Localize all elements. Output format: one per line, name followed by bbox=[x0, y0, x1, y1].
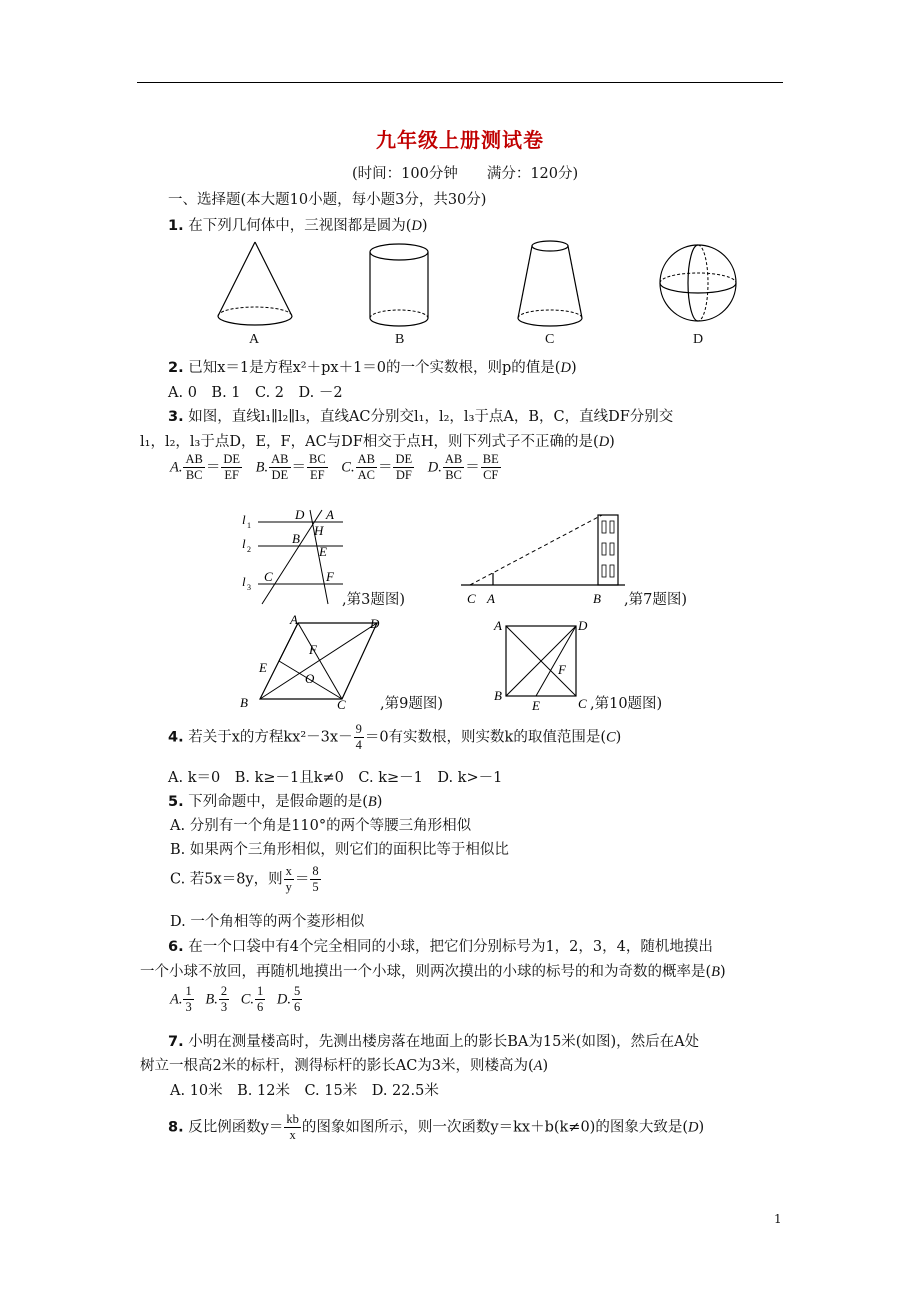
question-4 bbox=[168, 722, 621, 753]
question-text: ＝0有实数根，则实数k的取值范围是( bbox=[364, 729, 606, 746]
fraction bbox=[269, 452, 290, 483]
fraction bbox=[255, 984, 265, 1015]
answer: D bbox=[560, 360, 571, 376]
numerator: BC bbox=[309, 452, 326, 466]
point-c: C bbox=[578, 696, 587, 711]
question-6 bbox=[168, 935, 713, 956]
equals: ＝ bbox=[465, 459, 480, 476]
paren-close: ) bbox=[542, 1058, 549, 1074]
denominator: BC bbox=[185, 468, 203, 482]
option-d bbox=[428, 452, 502, 483]
question-number: 3. bbox=[168, 409, 184, 425]
point-e: E bbox=[532, 698, 540, 713]
paren-close: ) bbox=[615, 729, 622, 746]
question-number: 1. bbox=[168, 218, 184, 234]
point-b: B bbox=[494, 688, 502, 703]
paren-close: ) bbox=[720, 964, 726, 980]
option-letter: B. bbox=[255, 459, 269, 476]
point-f: F bbox=[326, 569, 334, 584]
question-text: 树立一根高2米的标杆，测得标杆的影长AC为3米，则楼高为( bbox=[140, 1058, 534, 1074]
question-text: 在下列几何体中，三视图都是圆为( bbox=[188, 218, 412, 234]
point-c: C bbox=[467, 591, 476, 606]
question-number: 6. bbox=[168, 939, 184, 955]
fraction bbox=[354, 722, 364, 753]
question-text: 下列命题中，是假命题的是( bbox=[188, 794, 368, 810]
fraction bbox=[284, 1112, 301, 1143]
point-d: D bbox=[370, 616, 380, 631]
fraction bbox=[307, 452, 328, 483]
equals: ＝ bbox=[377, 459, 393, 476]
point-a: A bbox=[290, 612, 298, 627]
numerator: 1 bbox=[185, 984, 192, 998]
question-8 bbox=[168, 1112, 704, 1143]
caption-q10: ,第10题图) bbox=[590, 696, 663, 712]
paren-close: ) bbox=[570, 360, 577, 376]
question-3 bbox=[168, 405, 673, 426]
option-letter: C. bbox=[341, 459, 355, 476]
numerator: 1 bbox=[256, 984, 264, 998]
question-number: 8. bbox=[168, 1119, 184, 1136]
answer: D bbox=[598, 434, 610, 450]
question-text: 如图，直线l₁∥l₂∥l₃，直线AC分别交l₁，l₂，l₃于点A，B，C，直线DF分别交 bbox=[188, 409, 674, 425]
denominator: 6 bbox=[293, 1000, 301, 1014]
header-rule bbox=[137, 82, 783, 83]
denominator: 6 bbox=[256, 1000, 264, 1014]
option-d bbox=[277, 984, 303, 1015]
option-b bbox=[205, 984, 230, 1015]
numerator: DE bbox=[395, 452, 413, 466]
fraction bbox=[443, 452, 464, 483]
option-text: C. 若5x＝8y，则 bbox=[170, 871, 283, 888]
option-letter: C. bbox=[240, 991, 254, 1008]
denominator: 4 bbox=[355, 738, 362, 752]
point-b: B bbox=[292, 531, 300, 546]
question-5-option-d: D. 一个角相等的两个菱形相似 bbox=[170, 914, 365, 930]
question-3-line2 bbox=[140, 430, 615, 451]
solid-label-c: C bbox=[545, 332, 555, 347]
point-e: E bbox=[319, 544, 327, 559]
question-7-line2 bbox=[140, 1054, 548, 1075]
caption-q7: ,第7题图) bbox=[624, 592, 687, 608]
point-b: B bbox=[240, 695, 248, 710]
question-2 bbox=[168, 356, 577, 377]
fraction bbox=[219, 984, 229, 1015]
option-b bbox=[256, 452, 329, 483]
page-title: 九年级上册测试卷 bbox=[376, 128, 544, 152]
option-a bbox=[170, 452, 243, 483]
point-d: D bbox=[578, 618, 588, 633]
fraction bbox=[481, 452, 501, 483]
label-l1: l bbox=[242, 512, 246, 527]
question-5-option-c bbox=[170, 864, 322, 895]
label-l3-sub: 3 bbox=[247, 583, 251, 592]
option-c bbox=[341, 452, 415, 483]
question-4-options: A. k＝0 B. k≥－1且k≠0 C. k≥－1 D. k>－1 bbox=[168, 770, 503, 786]
option-letter: A. bbox=[170, 459, 183, 476]
fraction bbox=[183, 984, 193, 1015]
solid-label-b: B bbox=[395, 332, 405, 347]
question-text: 的图象如图所示，则一次函数y＝kx＋b(k≠0)的图象大致是( bbox=[301, 1119, 688, 1136]
point-a: A bbox=[487, 591, 495, 606]
point-a: A bbox=[326, 507, 334, 522]
point-h: H bbox=[314, 523, 324, 538]
solids-figure bbox=[210, 238, 750, 330]
question-6-options bbox=[170, 984, 303, 1015]
paren-close: ) bbox=[698, 1119, 705, 1136]
question-1 bbox=[168, 214, 428, 235]
fraction bbox=[221, 452, 242, 483]
figure-q10 bbox=[488, 612, 598, 714]
fraction bbox=[393, 452, 414, 483]
label-l2: l bbox=[242, 536, 246, 551]
question-text: 小明在测量楼高时，先测出楼房落在地面上的影长BA为15米(如图)，然后在A处 bbox=[188, 1034, 700, 1050]
numerator: kb bbox=[286, 1112, 299, 1126]
numerator: DE bbox=[223, 452, 241, 466]
question-5 bbox=[168, 790, 382, 811]
answer: B bbox=[367, 794, 377, 810]
question-5-option-a: A. 分别有一个角是110°的两个等腰三角形相似 bbox=[170, 818, 472, 834]
page-number: 1 bbox=[774, 1212, 782, 1226]
point-c: C bbox=[264, 569, 273, 584]
question-number: 5. bbox=[168, 794, 184, 810]
paren-close: ) bbox=[609, 434, 615, 450]
question-text: 在一个口袋中有4个完全相同的小球，把它们分别标号为1，2，3，4，随机地摸出 bbox=[188, 939, 713, 955]
sphere-shape bbox=[660, 245, 736, 321]
label-l3: l bbox=[242, 574, 246, 589]
question-number: 2. bbox=[168, 360, 184, 376]
question-text: l₁，l₂，l₃于点D，E，F，AC与DF相交于点H，则下列式子不正确的是( bbox=[140, 434, 599, 450]
fraction bbox=[356, 452, 377, 483]
answer: D bbox=[688, 1119, 699, 1136]
answer: A bbox=[533, 1058, 543, 1074]
denominator: EF bbox=[224, 468, 239, 482]
point-f: F bbox=[309, 642, 317, 657]
question-number: 7. bbox=[168, 1034, 184, 1050]
question-7 bbox=[168, 1030, 699, 1051]
paren-close: ) bbox=[376, 794, 383, 810]
question-text: 反比例函数y＝ bbox=[188, 1119, 284, 1136]
paren-close: ) bbox=[421, 218, 428, 234]
option-letter: A. bbox=[170, 991, 183, 1008]
point-o: O bbox=[305, 671, 315, 686]
fraction bbox=[310, 864, 320, 895]
figure-q7 bbox=[455, 510, 635, 608]
fraction bbox=[183, 452, 204, 483]
numerator: AB bbox=[444, 452, 463, 466]
denominator: 5 bbox=[312, 880, 319, 894]
equals: ＝ bbox=[291, 459, 306, 476]
equals: ＝ bbox=[205, 459, 221, 476]
option-c bbox=[241, 984, 267, 1015]
numerator: 2 bbox=[220, 984, 228, 998]
question-text: 若关于x的方程kx²－3x－ bbox=[188, 729, 353, 746]
question-6-line2 bbox=[140, 960, 726, 981]
solid-label-d: D bbox=[693, 332, 704, 347]
denominator: 3 bbox=[220, 1000, 228, 1014]
numerator: BE bbox=[482, 452, 499, 466]
question-text: 已知x＝1是方程x²＋px＋1＝0的一个实数根，则p的值是( bbox=[188, 360, 561, 376]
question-text: 一个小球不放回，再随机地摸出一个小球，则两次摸出的小球的标号的和为奇数的概率是( bbox=[140, 964, 712, 980]
denominator: DF bbox=[395, 468, 412, 482]
point-a: A bbox=[494, 618, 502, 633]
question-2-options: A. 0 B. 1 C. 2 D. －2 bbox=[168, 385, 343, 401]
cylinder-shape bbox=[370, 244, 428, 326]
fraction bbox=[284, 864, 294, 895]
numerator: 8 bbox=[312, 864, 319, 878]
denominator: 3 bbox=[185, 1000, 192, 1014]
denominator: BC bbox=[445, 468, 462, 482]
question-5-option-b: B. 如果两个三角形相似，则它们的面积比等于相似比 bbox=[170, 842, 509, 858]
answer: D bbox=[411, 218, 422, 234]
question-7-options: A. 10米 B. 12米 C. 15米 D. 22.5米 bbox=[170, 1083, 439, 1099]
numerator: AB bbox=[357, 452, 375, 466]
numerator: AB bbox=[185, 452, 203, 466]
point-f: F bbox=[558, 662, 566, 677]
point-b: B bbox=[593, 591, 601, 606]
point-e: E bbox=[259, 660, 267, 675]
equals: ＝ bbox=[294, 871, 310, 888]
solid-label-a: A bbox=[249, 332, 260, 347]
point-d: D bbox=[295, 507, 305, 522]
point-c: C bbox=[337, 697, 346, 712]
numerator: AB bbox=[271, 452, 289, 466]
section-heading: 一、选择题(本大题10小题，每小题3分，共30分) bbox=[168, 192, 487, 208]
denominator: x bbox=[289, 1128, 296, 1142]
label-l1-sub: 1 bbox=[247, 521, 251, 530]
option-letter: B. bbox=[205, 991, 218, 1008]
exam-info: (时间：100分钟 满分：120分) bbox=[352, 166, 579, 182]
frustum-shape bbox=[518, 241, 582, 326]
figure-q9 bbox=[230, 612, 390, 712]
answer: C bbox=[606, 729, 616, 746]
denominator: y bbox=[285, 880, 292, 894]
numerator: 5 bbox=[293, 984, 301, 998]
denominator: CF bbox=[483, 468, 499, 482]
option-letter: D. bbox=[276, 991, 291, 1008]
option-letter: D. bbox=[427, 459, 442, 476]
denominator: AC bbox=[357, 468, 375, 482]
caption-q9: ,第9题图) bbox=[380, 696, 443, 712]
denominator: DE bbox=[271, 468, 289, 482]
question-3-options bbox=[170, 452, 502, 483]
option-a bbox=[170, 984, 195, 1015]
numerator: x bbox=[285, 864, 292, 878]
caption-q3: ,第3题图) bbox=[342, 592, 405, 608]
label-l2-sub: 2 bbox=[247, 545, 251, 554]
numerator: 9 bbox=[355, 722, 362, 736]
answer: B bbox=[711, 964, 721, 980]
question-number: 4. bbox=[168, 729, 184, 746]
figure-q3 bbox=[238, 504, 348, 606]
fraction bbox=[292, 984, 302, 1015]
denominator: EF bbox=[310, 468, 325, 482]
cone-shape bbox=[218, 242, 292, 325]
